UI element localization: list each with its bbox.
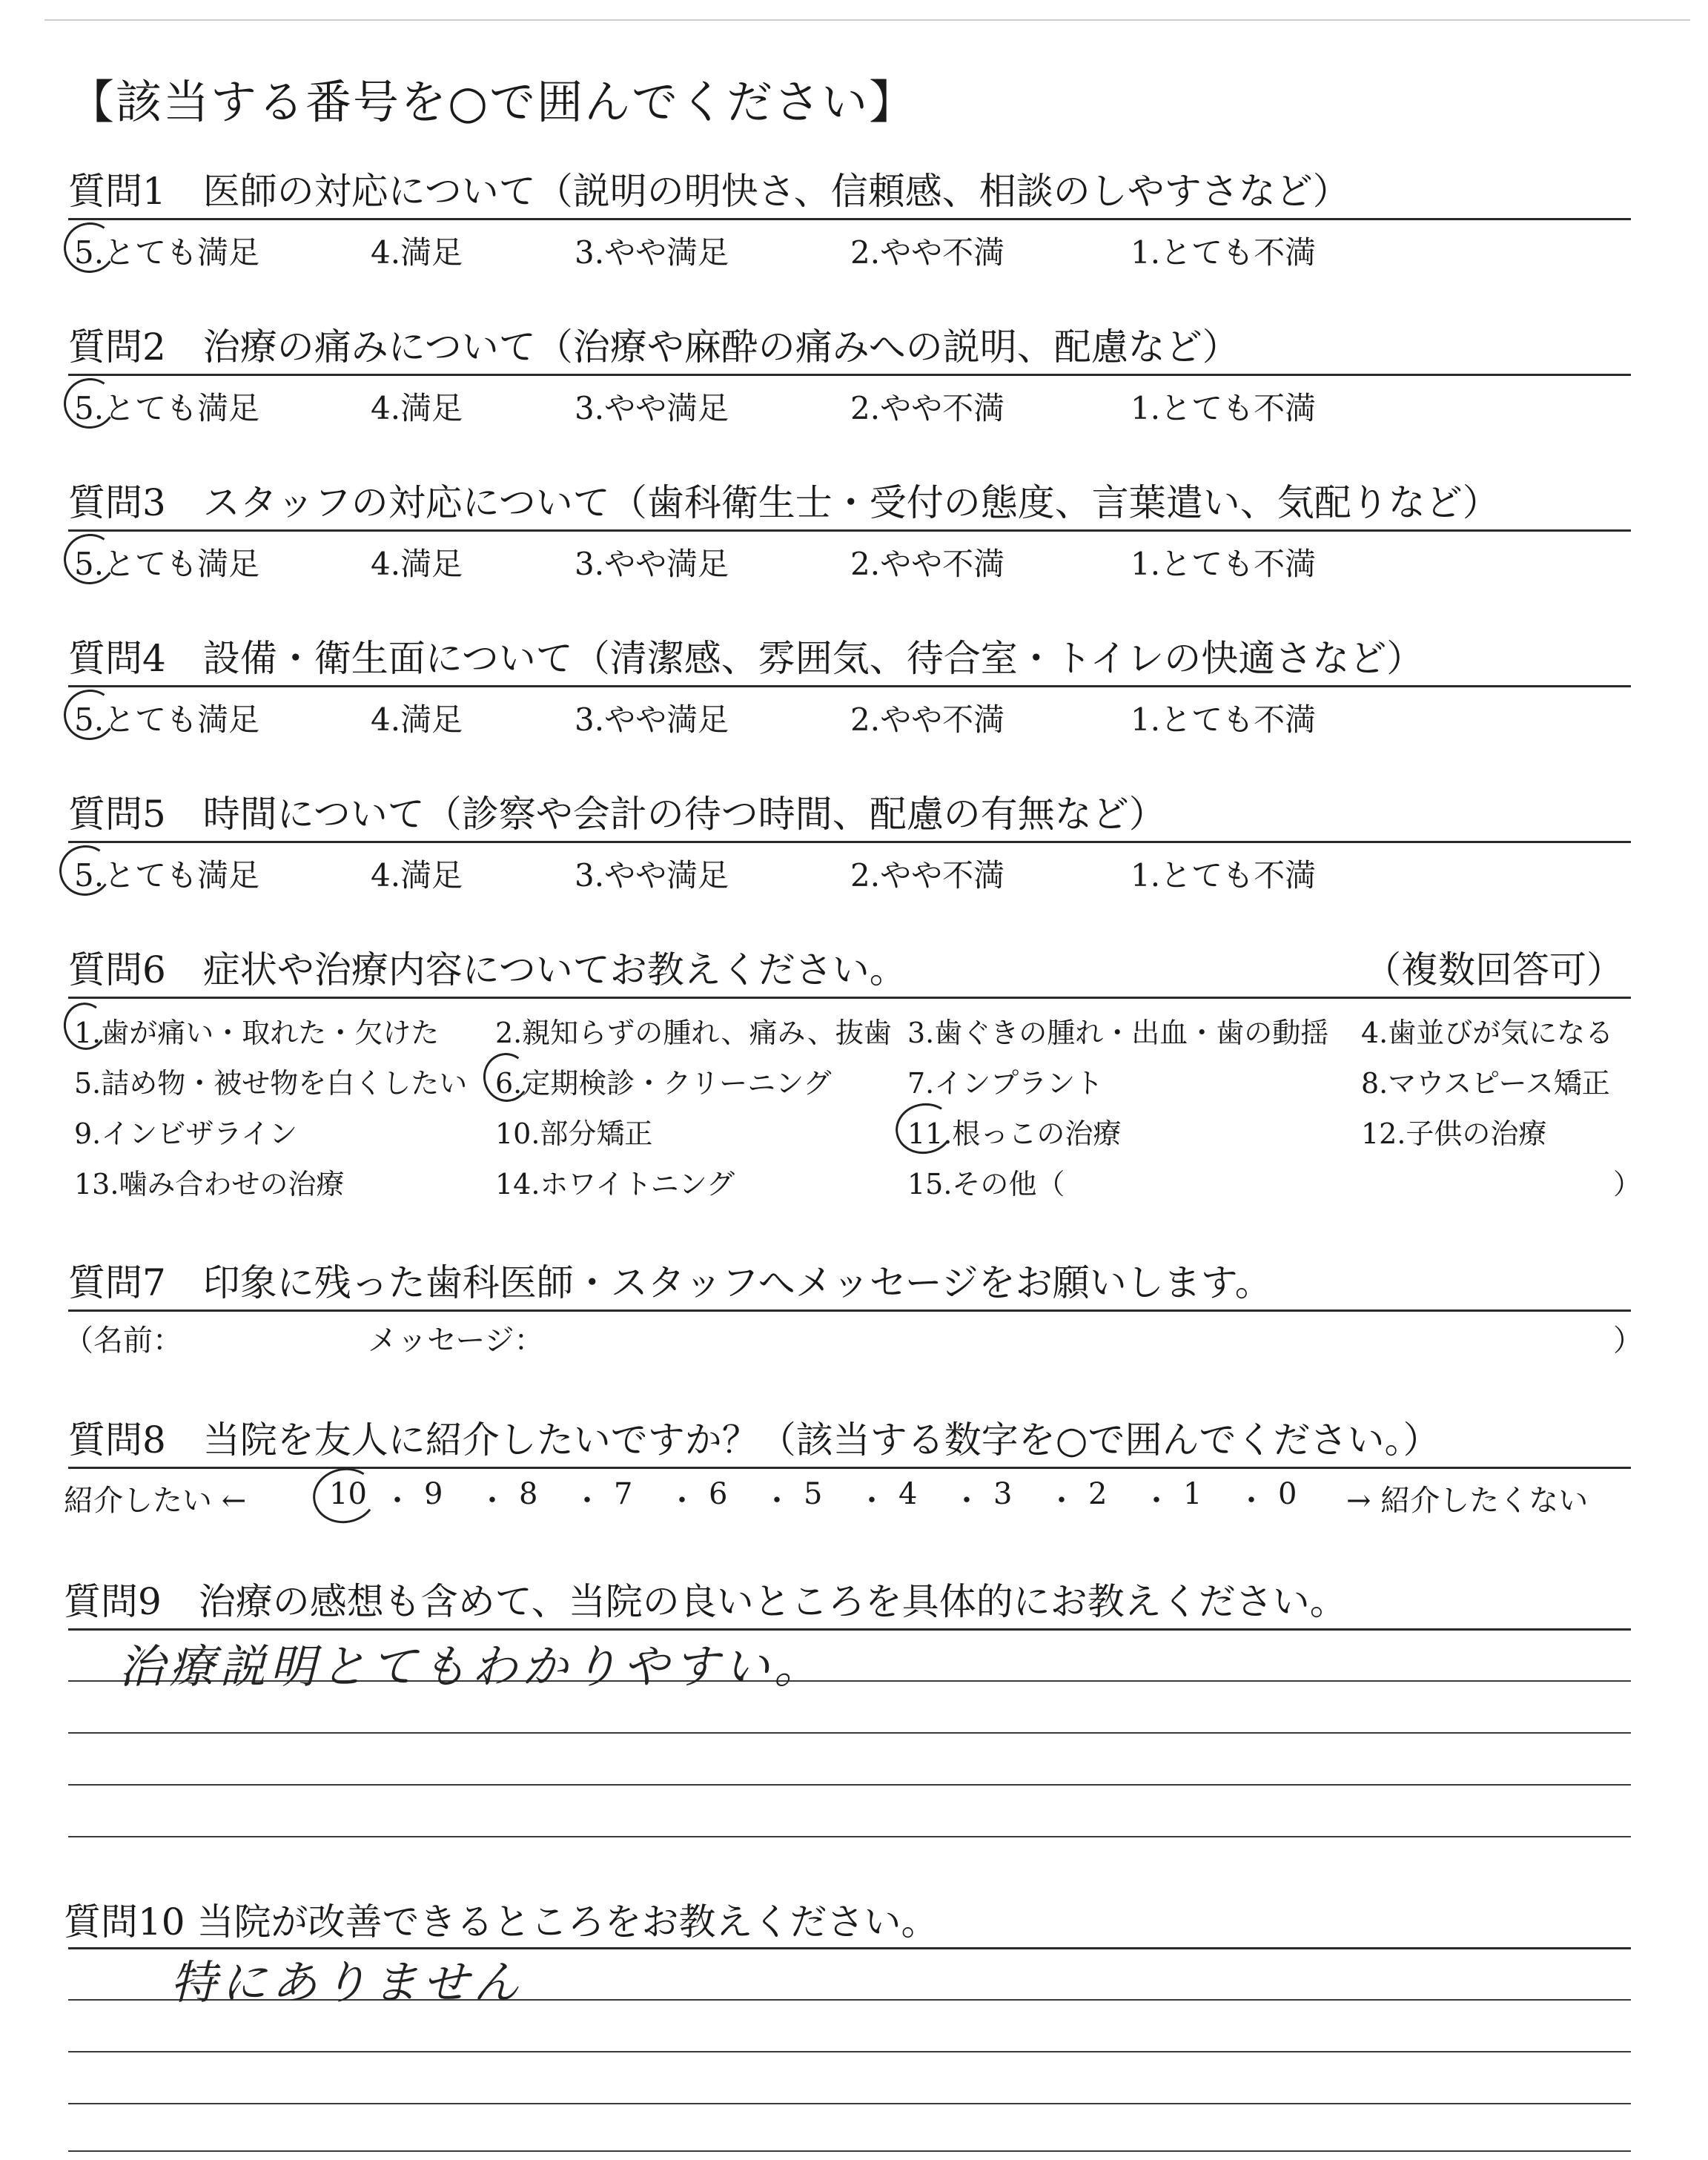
q8-scale-value-2[interactable]: 2 <box>1088 1477 1108 1511</box>
q2-option-4[interactable]: 4.満足 <box>371 390 463 426</box>
question-9-title: 質問9 治療の感想も含めて、当院の良いところを具体的にお教えください。 <box>64 1580 1347 1623</box>
q8-scale-separator-dot: ・ <box>572 1484 602 1518</box>
q2-option-5[interactable]: 5.とても満足 <box>74 390 260 426</box>
q8-scale-value-3[interactable]: 3 <box>993 1477 1013 1511</box>
question-10-rule-4 <box>68 2103 1631 2104</box>
q6-option-6[interactable]: 6.定期検診・クリーニング <box>495 1067 832 1100</box>
q8-selection-circle <box>308 1463 381 1528</box>
q4-option-3[interactable]: 3.やや満足 <box>575 701 729 738</box>
q6-option-7[interactable]: 7.インプラント <box>907 1067 1104 1100</box>
q10-handwritten-answer: 特にありません <box>171 1955 524 2009</box>
q8-scale-separator-dot: ・ <box>1047 1484 1076 1518</box>
q4-option-2[interactable]: 2.やや不満 <box>850 701 1005 738</box>
q6-option-8[interactable]: 8.マウスピース矯正 <box>1361 1067 1610 1100</box>
q8-scale-value-6[interactable]: 6 <box>709 1477 728 1511</box>
q6-option-15[interactable]: 15.その他（ <box>907 1168 1065 1200</box>
question-4-title: 質問4 設備・衛生面について（清潔感、雰囲気、待合室・トイレの快適さなど） <box>68 637 1424 680</box>
q5-option-2[interactable]: 2.やや不満 <box>850 857 1005 894</box>
q3-option-1[interactable]: 1.とても不満 <box>1131 546 1317 582</box>
q6-option-11[interactable]: 11.根っこの治療 <box>907 1117 1122 1150</box>
q5-option-3[interactable]: 3.やや満足 <box>575 857 729 894</box>
q4-option-4[interactable]: 4.満足 <box>371 701 463 738</box>
q5-option-4[interactable]: 4.満足 <box>371 857 463 894</box>
q8-scale-value-8[interactable]: 8 <box>519 1477 538 1511</box>
q3-option-2[interactable]: 2.やや不満 <box>850 546 1005 582</box>
q5-option-1[interactable]: 1.とても不満 <box>1131 857 1317 894</box>
question-8-title: 質問8 当院を友人に紹介したいですか？（該当する数字を○で囲んでください。） <box>68 1418 1440 1462</box>
question-10-title: 質問10 当院が改善できるところをお教えください。 <box>64 1900 939 1943</box>
q8-scale-separator-dot: ・ <box>477 1484 507 1518</box>
q8-scale-value-9[interactable]: 9 <box>424 1477 443 1511</box>
q8-scale-separator-dot: ・ <box>857 1484 887 1518</box>
question-5-rule <box>68 841 1631 843</box>
question-1-title: 質問1 医師の対応について（説明の明快さ、信頼感、相談のしやすさなど） <box>68 170 1350 213</box>
q1-option-5[interactable]: 5.とても満足 <box>74 234 260 271</box>
question-6-title: 質問6 症状や治療内容についてお教えください。 <box>68 948 907 991</box>
question-1-rule <box>68 218 1631 220</box>
q1-option-3[interactable]: 3.やや満足 <box>575 234 729 271</box>
question-8-rule <box>68 1467 1631 1469</box>
q3-option-3[interactable]: 3.やや満足 <box>575 546 729 582</box>
q6-option-9[interactable]: 9.インビザライン <box>74 1117 298 1150</box>
question-3-title: 質問3 スタッフの対応について（歯科衛生士・受付の態度、言葉遣い、気配りなど） <box>68 481 1500 524</box>
q8-scale-value-5[interactable]: 5 <box>804 1477 823 1511</box>
question-10-rule-5 <box>68 2150 1631 2152</box>
q8-left-label: 紹介したい ← <box>64 1484 247 1518</box>
question-10-rule-3 <box>68 2051 1631 2052</box>
question-4-rule <box>68 685 1631 687</box>
question-2-rule <box>68 374 1631 376</box>
q8-scale-separator-dot: ・ <box>762 1484 792 1518</box>
question-3-rule <box>68 529 1631 532</box>
page-header: 【該当する番号を○で囲んでください】 <box>68 75 917 129</box>
q8-scale-value-0[interactable]: 0 <box>1278 1477 1297 1511</box>
q5-option-5[interactable]: 5.とても満足 <box>74 857 260 894</box>
q4-option-5[interactable]: 5.とても満足 <box>74 701 260 738</box>
question-2-title: 質問2 治療の痛みについて（治療や麻酔の痛みへの説明、配慮など） <box>68 326 1239 369</box>
q1-option-2[interactable]: 2.やや不満 <box>850 234 1005 271</box>
q6-option-5[interactable]: 5.詰め物・被せ物を白くしたい <box>74 1067 468 1100</box>
q6-option-4[interactable]: 4.歯並びが気になる <box>1361 1017 1614 1049</box>
q7-close-paren: ） <box>1613 1324 1643 1358</box>
q6-option-14[interactable]: 14.ホワイトニング <box>495 1168 735 1200</box>
q6-option-12[interactable]: 12.子供の治療 <box>1361 1117 1547 1150</box>
q8-right-label: → 紹介したくない <box>1346 1484 1589 1518</box>
question-9-rule-4 <box>68 1784 1631 1786</box>
question-9-rule-5 <box>68 1836 1631 1837</box>
q6-option-3[interactable]: 3.歯ぐきの腫れ・出血・歯の動揺 <box>907 1017 1329 1049</box>
q8-scale-separator-dot: ・ <box>952 1484 982 1518</box>
q7-name-label: （名前： <box>64 1324 182 1358</box>
question-6-rule <box>68 997 1631 999</box>
q4-option-1[interactable]: 1.とても不満 <box>1131 701 1317 738</box>
q8-scale-value-4[interactable]: 4 <box>898 1477 918 1511</box>
question-9-rule-3 <box>68 1732 1631 1734</box>
q6-option-1[interactable]: 1.歯が痛い・取れた・欠けた <box>74 1017 440 1049</box>
q6-other-close: ） <box>1613 1168 1642 1200</box>
question-7-rule <box>68 1309 1631 1312</box>
question-6-note: （複数回答可） <box>1364 948 1623 991</box>
q8-scale-value-7[interactable]: 7 <box>614 1477 633 1511</box>
q6-option-10[interactable]: 10.部分矯正 <box>495 1117 653 1150</box>
q1-option-4[interactable]: 4.満足 <box>371 234 463 271</box>
question-5-title: 質問5 時間について（診察や会計の待つ時間、配慮の有無など） <box>68 793 1166 836</box>
q8-scale-separator-dot: ・ <box>1142 1484 1171 1518</box>
q7-message-label: メッセージ： <box>368 1324 544 1358</box>
q6-option-2[interactable]: 2.親知らずの腫れ、痛み、抜歯 <box>495 1017 892 1049</box>
q9-handwritten-answer: 治療説明とてもわかりやすい。 <box>119 1639 825 1694</box>
q2-option-1[interactable]: 1.とても不満 <box>1131 390 1317 426</box>
q8-scale-separator-dot: ・ <box>667 1484 697 1518</box>
q3-option-5[interactable]: 5.とても満足 <box>74 546 260 582</box>
q1-option-1[interactable]: 1.とても不満 <box>1131 234 1317 271</box>
q2-option-3[interactable]: 3.やや満足 <box>575 390 729 426</box>
top-edge-line <box>44 19 1690 21</box>
question-7-title: 質問7 印象に残った歯科医師・スタッフへメッセージをお願いします。 <box>68 1261 1272 1304</box>
q8-scale-separator-dot: ・ <box>383 1484 412 1518</box>
q8-scale-value-1[interactable]: 1 <box>1183 1477 1202 1511</box>
q8-scale-value-10[interactable]: 10 <box>329 1477 367 1511</box>
q6-option-13[interactable]: 13.噛み合わせの治療 <box>74 1168 345 1200</box>
q8-scale-separator-dot: ・ <box>1237 1484 1266 1518</box>
q2-option-2[interactable]: 2.やや不満 <box>850 390 1005 426</box>
q3-option-4[interactable]: 4.満足 <box>371 546 463 582</box>
